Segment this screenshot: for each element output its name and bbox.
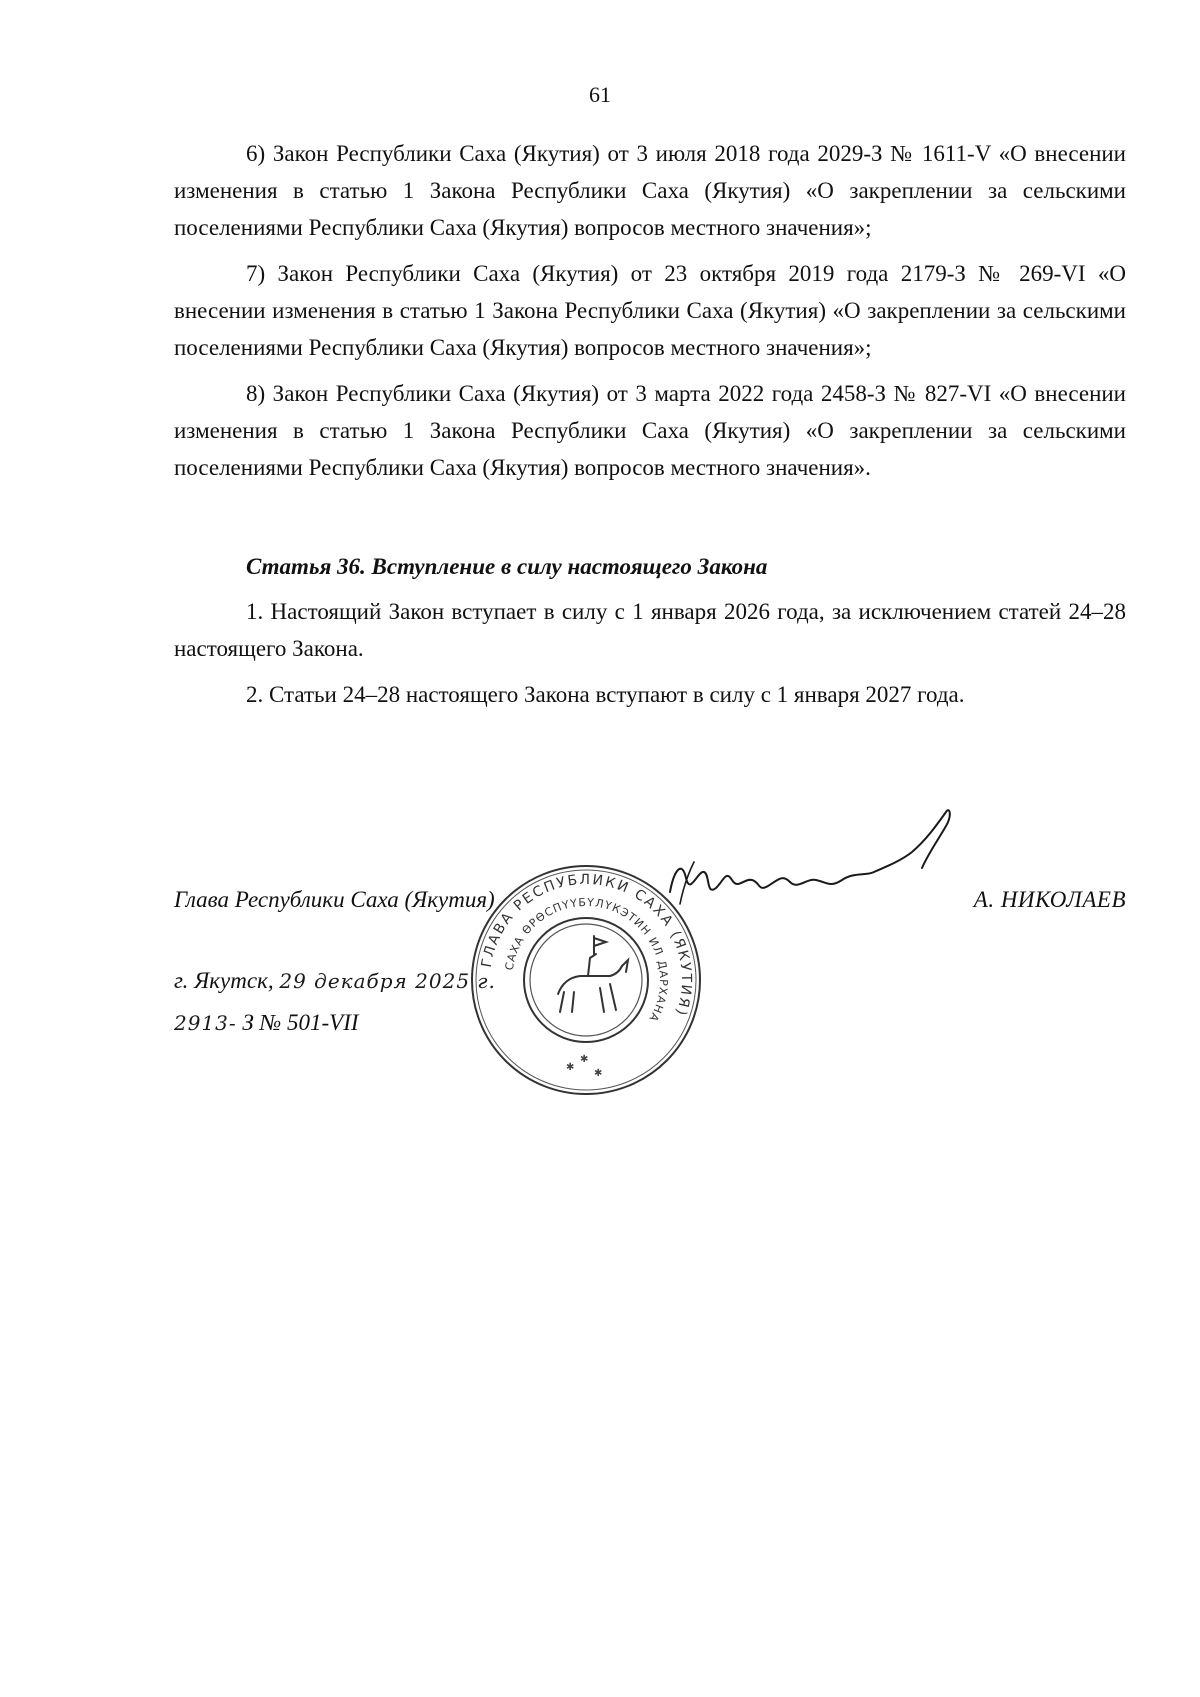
article-36: [174, 548, 1126, 713]
handwritten-number: 2913-: [174, 1011, 237, 1035]
horse-rider-emblem-icon: [558, 936, 628, 1012]
svg-text:✱: ✱: [566, 1062, 575, 1073]
svg-text:✱: ✱: [594, 1068, 603, 1079]
seal-outer-text: ГЛАВА РЕСПУБЛИКИ САХА (ЯКУТИЯ): [478, 871, 695, 1019]
amended-laws-list: [174, 135, 1126, 486]
handwritten-signature: [660, 800, 990, 920]
article-heading: Статья 36. Вступление в силу настоящего Закона: [246, 554, 768, 579]
signatory-title: Глава Республики Саха (Якутия): [174, 887, 495, 912]
svg-text:✱: ✱: [580, 1054, 589, 1065]
place-and-date: [174, 968, 496, 994]
list-item: 6) Закон Республики Саха (Якутия) от 3 июля 2018 года 2029-З № 1611-V «О внесении изменения в статью 1 Закона Республики Саха (Якутия) «О закреплении за сельскими поселениями Республики Саха (Якутия) вопросов местного значения»;: [174, 141, 1126, 240]
seal-inner-text: САХА ӨРӨСПҮҮБҮЛҮКЭТИН ИЛ ДАРХАНА: [502, 895, 671, 1025]
article-paragraph: 2. Статьи 24–28 настоящего Закона вступают в силу с 1 января 2027 года.: [246, 682, 965, 707]
city-label: г. Якутск,: [174, 968, 274, 993]
printed-number: З № 501-VII: [242, 1010, 359, 1035]
signatory-name: А. НИКОЛАЕВ: [973, 887, 1126, 912]
article-paragraph: 1. Настоящий Закон вступает в силу с 1 января 2026 года, за исключением статей 24–28 настоящего Закона.: [174, 599, 1126, 661]
list-item: 8) Закон Республики Саха (Якутия) от 3 марта 2022 года 2458-З № 827-VI «О внесении изменения в статью 1 Закона Республики Саха (Якутия) «О закреплении за сельскими поселениями Республики Саха (Якутия) вопросов местного значения».: [174, 381, 1126, 480]
page-number: 61: [589, 82, 611, 107]
list-item: 7) Закон Республики Саха (Якутия) от 23 октября 2019 года 2179-З № 269-VI «О внесении изменения в статью 1 Закона Республики Саха (Якутия) «О закреплении за сельскими поселениями Республики Саха (Якутия) вопросов местного значения»;: [174, 261, 1126, 360]
handwritten-date: 29 декабря 2025 г.: [279, 969, 496, 993]
law-number: [174, 1010, 359, 1036]
